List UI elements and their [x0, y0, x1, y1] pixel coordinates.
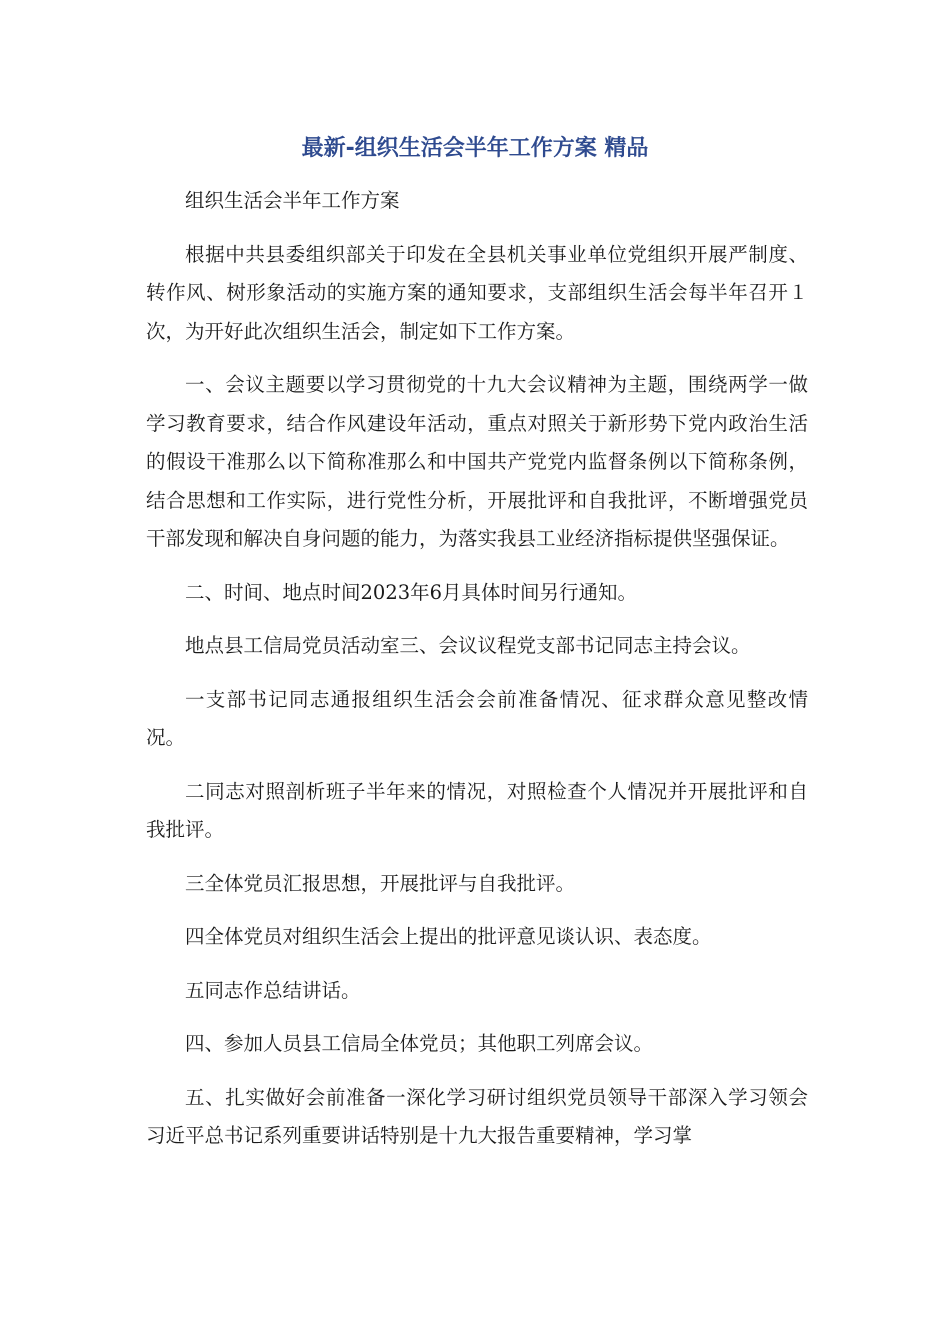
paragraph-location-agenda: 地点县工信局党员活动室三、会议议程党支部书记同志主持会议。: [185, 634, 751, 657]
document-title: 最新-组织生活会半年工作方案 精品: [301, 136, 649, 161]
paragraph-subtitle: 组织生活会半年工作方案: [185, 189, 400, 212]
paragraph-section-2-time: 二、时间、地点时间2023年6月具体时间另行通知。: [185, 580, 638, 604]
paragraph-intro: 根据中共县委组织部关于印发在全县机关事业单位党组织开展严制度、转作风、树形象活动的实施方案的通知要求，支部组织生活会每半年召开１次，为开好此次组织生活会，制定如下工作方案。: [146, 242, 808, 343]
paragraph-agenda-item-3: 三全体党员汇报思想，开展批评与自我批评。: [185, 871, 576, 895]
paragraph-section-5-preparation: 五、扎实做好会前准备一深化学习研讨组织党员领导干部深入学习领会习近平总书记系列重要讲话特别是十九大报告重要精神，学习掌: [146, 1085, 808, 1147]
document-body: [146, 182, 808, 1171]
paragraph-agenda-item-2: 二同志对照剖析班子半年来的情况，对照检查个人情况并开展批评和自我批评。: [146, 779, 808, 841]
paragraph-section-4-participants: 四、参加人员县工信局全体党员；其他职工列席会议。: [185, 1032, 654, 1055]
paragraph-agenda-item-5: 五同志作总结讲话。: [185, 978, 361, 1002]
paragraph-agenda-item-4: 四全体党员对组织生活会上提出的批评意见谈认识、表态度。: [185, 925, 712, 948]
paragraph-agenda-item-1: 一支部书记同志通报组织生活会会前准备情况、征求群众意见整改情况。: [146, 687, 808, 749]
paragraph-section-1-theme: 一、会议主题要以学习贯彻党的十九大会议精神为主题，围绕两学一做学习教育要求，结合作风建设年活动，重点对照关于新形势下党内政治生活的假设干准那么以下简称准那么和中国共产党党内监督条例以下简称条例，结合思想和工作实际，进行党性分析，开展批评和自我批评，不断增强党员干部发现和解决自身问题的能力，为落实我县工业经济指标提供坚强保证。: [146, 373, 808, 550]
